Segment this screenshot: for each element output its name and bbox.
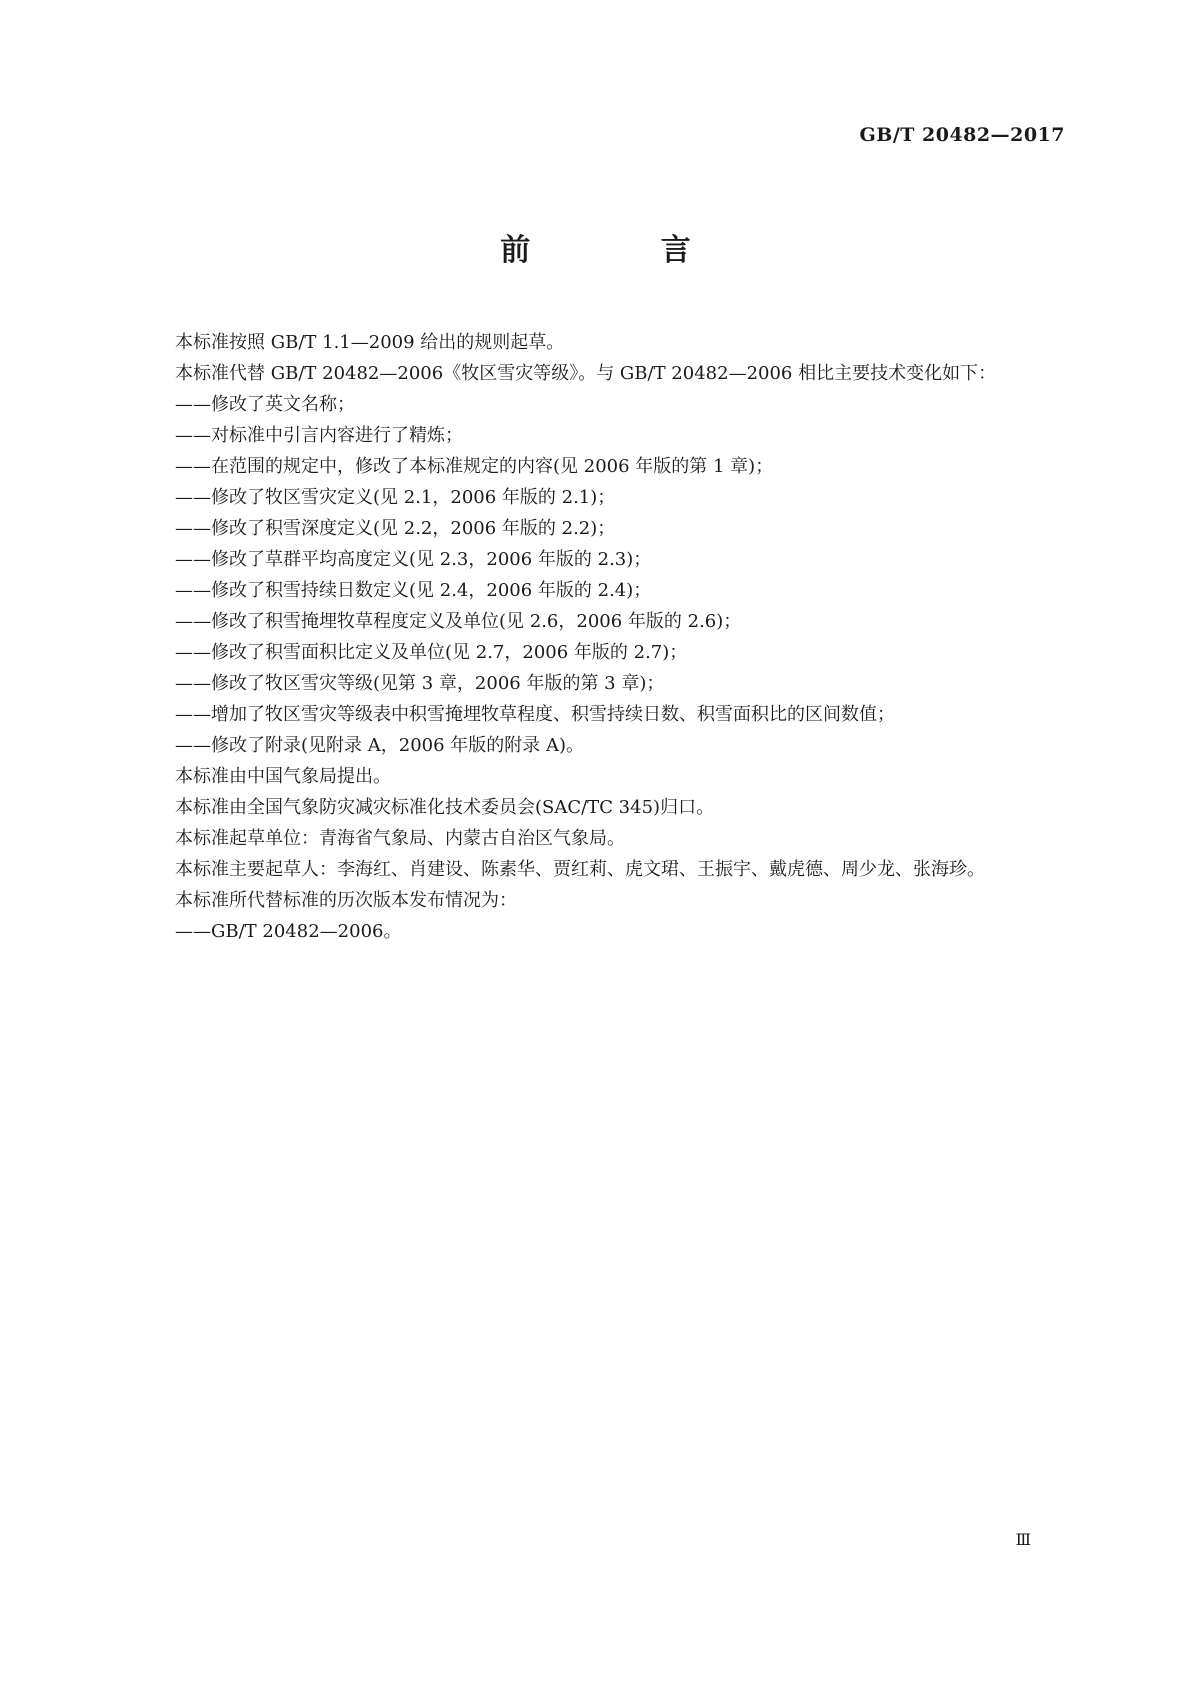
list-item: ——修改了附录(见附录 A，2006 年版的附录 A)。 bbox=[175, 735, 585, 756]
list-item: ——修改了积雪持续日数定义(见 2.4，2006 年版的 2.4)； bbox=[175, 580, 652, 601]
paragraph: 本标准按照 GB/T 1.1—2009 给出的规则起草。 bbox=[175, 332, 565, 353]
list-item: ——修改了牧区雪灾定义(见 2.1，2006 年版的 2.1)； bbox=[175, 487, 616, 508]
list-item: ——修改了积雪深度定义(见 2.2，2006 年版的 2.2)； bbox=[175, 518, 616, 539]
page-title: 前 言 bbox=[500, 233, 751, 268]
list-item: ——修改了草群平均高度定义(见 2.3，2006 年版的 2.3)； bbox=[175, 549, 652, 570]
paragraph: 本标准由中国气象局提出。 bbox=[175, 766, 391, 787]
paragraph: 本标准由全国气象防灾减灾标准化技术委员会(SAC/TC 345)归口。 bbox=[175, 797, 715, 818]
list-item: ——增加了牧区雪灾等级表中积雪掩埋牧草程度、积雪持续日数、积雪面积比的区间数值； bbox=[175, 704, 895, 725]
foreword-body bbox=[175, 327, 1075, 947]
list-item: ——修改了英文名称； bbox=[175, 394, 355, 415]
list-item: ——修改了积雪面积比定义及单位(见 2.7，2006 年版的 2.7)； bbox=[175, 642, 688, 663]
standard-code: GB/T 20482—2017 bbox=[859, 124, 1065, 146]
paragraph: 本标准代替 GB/T 20482—2006《牧区雪灾等级》。与 GB/T 20482—2006 相比主要技术变化如下： bbox=[175, 363, 997, 384]
paragraph: 本标准起草单位：青海省气象局、内蒙古自治区气象局。 bbox=[175, 828, 625, 849]
list-item: ——GB/T 20482—2006。 bbox=[175, 921, 402, 942]
page-number: Ⅲ bbox=[1015, 1530, 1031, 1549]
list-item: ——修改了积雪掩埋牧草程度定义及单位(见 2.6，2006 年版的 2.6)； bbox=[175, 611, 742, 632]
paragraph: 本标准主要起草人：李海红、肖建设、陈素华、贾红莉、虎文珺、王振宇、戴虎德、周少龙、张海珍。 bbox=[175, 859, 985, 880]
list-item: ——对标准中引言内容进行了精炼； bbox=[175, 425, 463, 446]
paragraph: 本标准所代替标准的历次版本发布情况为： bbox=[175, 890, 517, 911]
list-item: ——在范围的规定中，修改了本标准规定的内容(见 2006 年版的第 1 章)； bbox=[175, 456, 774, 477]
list-item: ——修改了牧区雪灾等级(见第 3 章，2006 年版的第 3 章)； bbox=[175, 673, 665, 694]
